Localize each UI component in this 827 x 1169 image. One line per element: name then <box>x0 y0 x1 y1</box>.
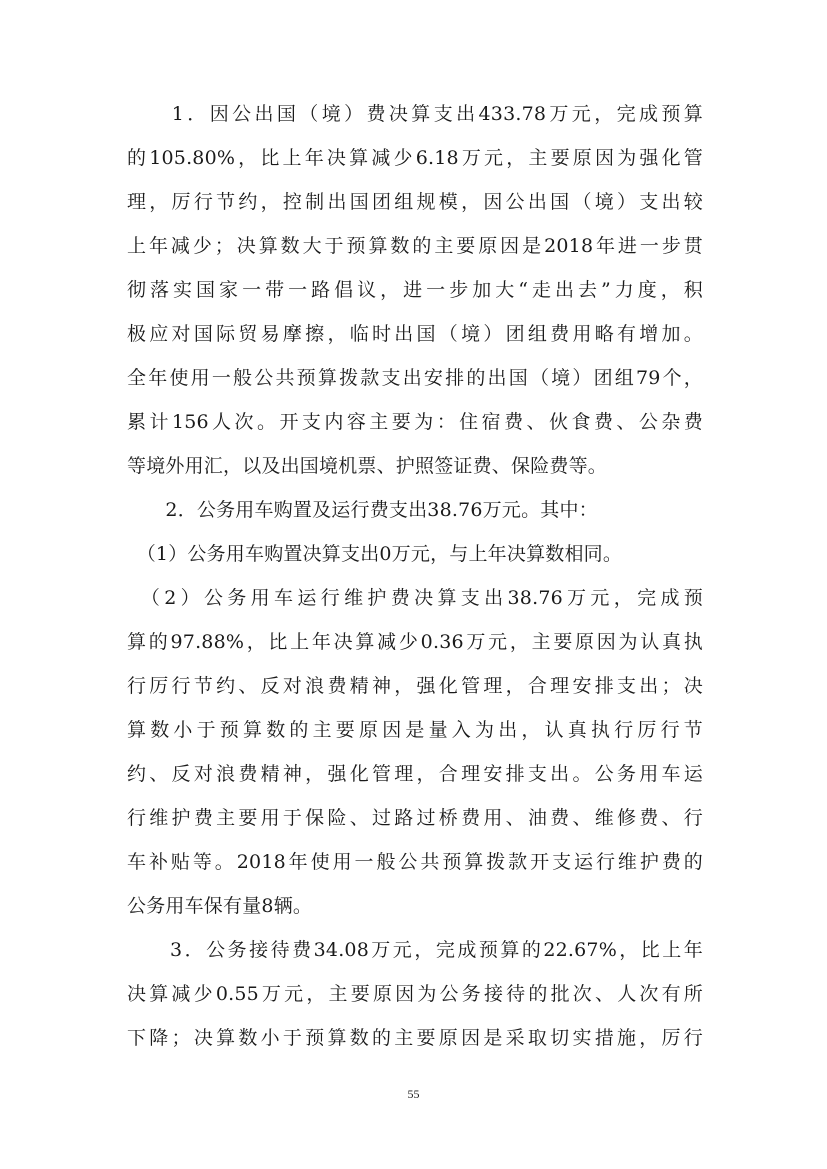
text-line: 车补贴等。2018年使用一般公共预算拨款开支运行维护费的 <box>127 851 703 873</box>
text-line: 1．因公出国（境）费决算支出433.78万元，完成预算 <box>127 103 703 125</box>
text-line: 约、反对浪费精神，强化管理，合理安排支出。公务用车运 <box>127 763 703 785</box>
text-line: 算的97.88%，比上年决算减少0.36万元，主要原因为认真执 <box>127 631 703 653</box>
text-line: 全年使用一般公共预算拨款支出安排的出国（境）团组79个， <box>127 367 703 389</box>
text-line: 理，厉行节约，控制出国团组规模，因公出国（境）支出较 <box>127 191 703 213</box>
text-line: 3．公务接待费34.08万元，完成预算的22.67%，比上年 <box>127 939 703 961</box>
text-line: 上年减少；决算数大于预算数的主要原因是2018年进一步贯 <box>127 235 703 257</box>
page-number: 55 <box>407 1087 420 1101</box>
text-line: 行维护费主要用于保险、过路过桥费用、油费、维修费、行 <box>127 807 703 829</box>
text-line: 决算减少0.55万元，主要原因为公务接待的批次、人次有所 <box>127 983 703 1005</box>
text-line: 下降；决算数小于预算数的主要原因是采取切实措施，厉行 <box>127 1027 703 1049</box>
text-line: 彻落实国家一带一路倡议，进一步加大“走出去”力度，积 <box>127 279 703 301</box>
text-line: （1）公务用车购置决算支出0万元，与上年决算数相同。 <box>127 543 623 565</box>
text-line: 等境外用汇，以及出国境机票、护照签证费、保险费等。 <box>127 455 608 477</box>
text-line: 的105.80%，比上年决算减少6.18万元，主要原因为强化管 <box>127 147 703 169</box>
text-line: 累计156人次。开支内容主要为：住宿费、伙食费、公杂费 <box>127 411 703 433</box>
text-line: 行厉行节约、反对浪费精神，强化管理，合理安排支出；决 <box>127 675 703 697</box>
text-line: 公务用车保有量8辆。 <box>127 895 313 917</box>
text-line: 算数小于预算数的主要原因是量入为出，认真执行厉行节 <box>127 719 703 741</box>
text-line: （2）公务用车运行维护费决算支出38.76万元，完成预 <box>127 587 703 609</box>
text-line: 极应对国际贸易摩擦，临时出国（境）团组费用略有增加。 <box>127 323 703 345</box>
text-line: 2．公务用车购置及运行费支出38.76万元。其中： <box>127 499 598 521</box>
